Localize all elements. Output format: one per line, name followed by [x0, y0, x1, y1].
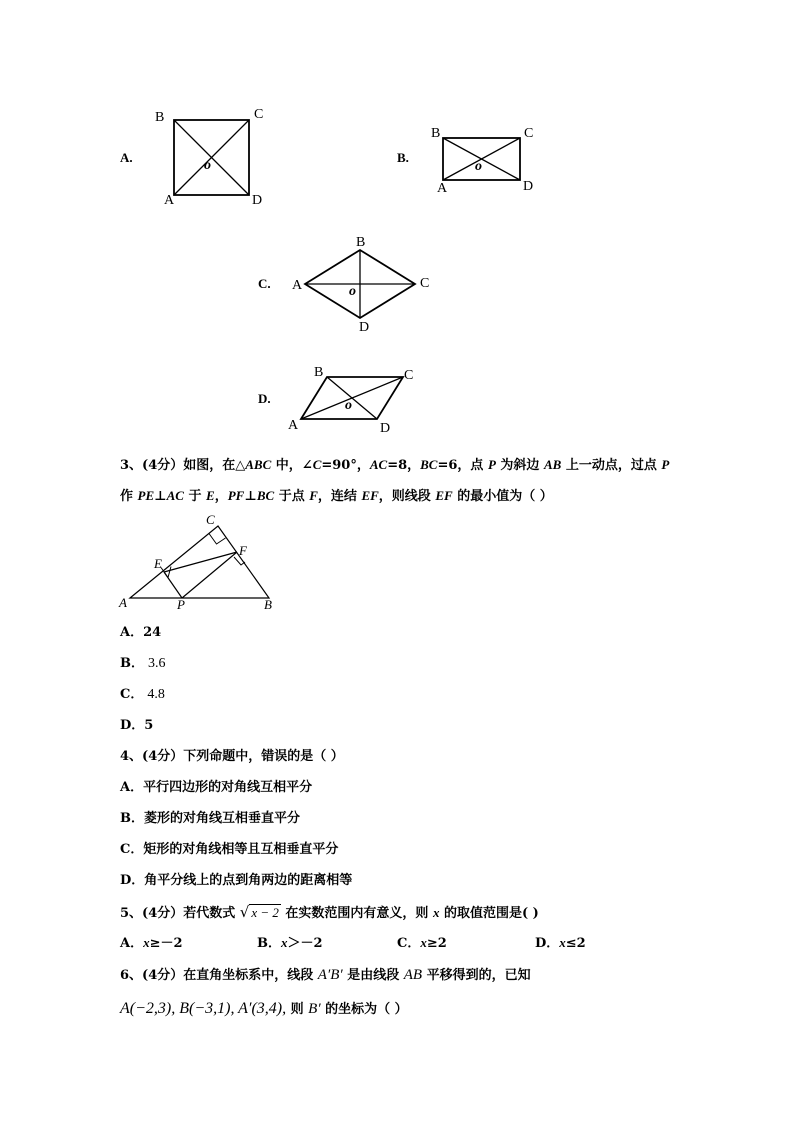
figure-b-rectangle: [425, 120, 550, 200]
q3-point-p: P: [177, 597, 185, 612]
figure-b-point-d: D: [523, 179, 534, 194]
q3-point-f: F: [239, 543, 247, 558]
figure-a-point-a: A: [164, 193, 175, 208]
figure-d-point-d: D: [380, 421, 391, 436]
question-3-line-2: 作 PE⊥AC 于 E，PF⊥BC 于点 F，连结 EF，则线段 EF 的最小值为（ ）: [120, 488, 553, 504]
option-c-label: C.: [258, 276, 271, 291]
question-6-line-1: 6、(4分）在直角坐标系中，线段 A′B′ 是由线段 AB 平移得到的，已知: [120, 967, 531, 983]
figure-c-rhombus: [285, 232, 445, 338]
q3-option-a[interactable]: A．24: [120, 625, 162, 640]
figure-d-point-c: C: [404, 368, 414, 383]
figure-c-point-d: D: [359, 320, 370, 335]
q4-option-a[interactable]: A．平行四边形的对角线互相平分: [120, 780, 313, 795]
q3-option-d[interactable]: D．5: [120, 718, 154, 733]
question-4-stem: 4、(4分）下列命题中，错误的是（ ）: [120, 749, 344, 764]
question-3-line-1: 3、(4分）如图，在△ABC 中，∠C=90°，AC=8，BC=6，点 P 为斜边 AB 上一动点，过点 P: [120, 457, 670, 473]
q5-radical: √ x − 2: [239, 903, 279, 921]
q3-point-a: A: [119, 595, 127, 610]
q5-option-a[interactable]: A．x≥－2: [120, 935, 183, 951]
question-3-triangle-figure: [112, 510, 292, 614]
figure-b-point-b: B: [431, 126, 441, 141]
question-5-stem: 5、(4分）若代数式 √ x − 2 在实数范围内有意义，则 x 的取值范围是( ): [120, 903, 539, 921]
question-6-line-2: A(−2,3), B(−3,1), A′(3,4), 则 B′ 的坐标为（ ）: [120, 1000, 408, 1017]
figure-d-parallelogram: [285, 362, 425, 438]
option-b-label: B.: [397, 150, 409, 165]
figure-c-point-c: C: [420, 276, 430, 291]
figure-a-point-d: D: [252, 193, 263, 208]
figure-a-point-c: C: [254, 107, 264, 122]
figure-c-center-o: o: [349, 284, 356, 299]
figure-b-point-a: A: [437, 181, 448, 196]
figure-d-point-b: B: [314, 365, 324, 380]
q4-option-b[interactable]: B．菱形的对角线互相垂直平分: [120, 811, 301, 826]
figure-b-point-c: C: [524, 126, 534, 141]
q3-option-c[interactable]: C． 4.8: [120, 687, 165, 702]
q3-point-e: E: [154, 556, 162, 571]
q3-point-b: B: [264, 597, 272, 612]
figure-a-center-o: o: [204, 158, 211, 173]
figure-c-point-b: B: [356, 235, 366, 250]
option-a-label: A.: [120, 150, 133, 165]
q3-point-c: C: [206, 512, 215, 527]
q4-option-d[interactable]: D．角平分线上的点到角两边的距离相等: [120, 873, 353, 888]
option-d-label: D.: [258, 391, 271, 406]
q4-option-c[interactable]: C．矩形的对角线相等且互相垂直平分: [120, 842, 339, 857]
figure-a-square: [150, 100, 280, 210]
figure-d-center-o: o: [345, 398, 352, 413]
figure-b-center-o: o: [475, 159, 482, 174]
q5-option-c[interactable]: C．x≥2: [397, 935, 447, 951]
q5-option-b[interactable]: B．x＞－2: [257, 935, 323, 951]
figure-d-point-a: A: [288, 418, 299, 433]
figure-a-point-b: B: [155, 110, 165, 125]
figure-c-point-a: A: [292, 278, 303, 293]
q5-option-d[interactable]: D．x≤2: [535, 935, 586, 951]
q3-option-b[interactable]: B． 3.6: [120, 656, 166, 671]
